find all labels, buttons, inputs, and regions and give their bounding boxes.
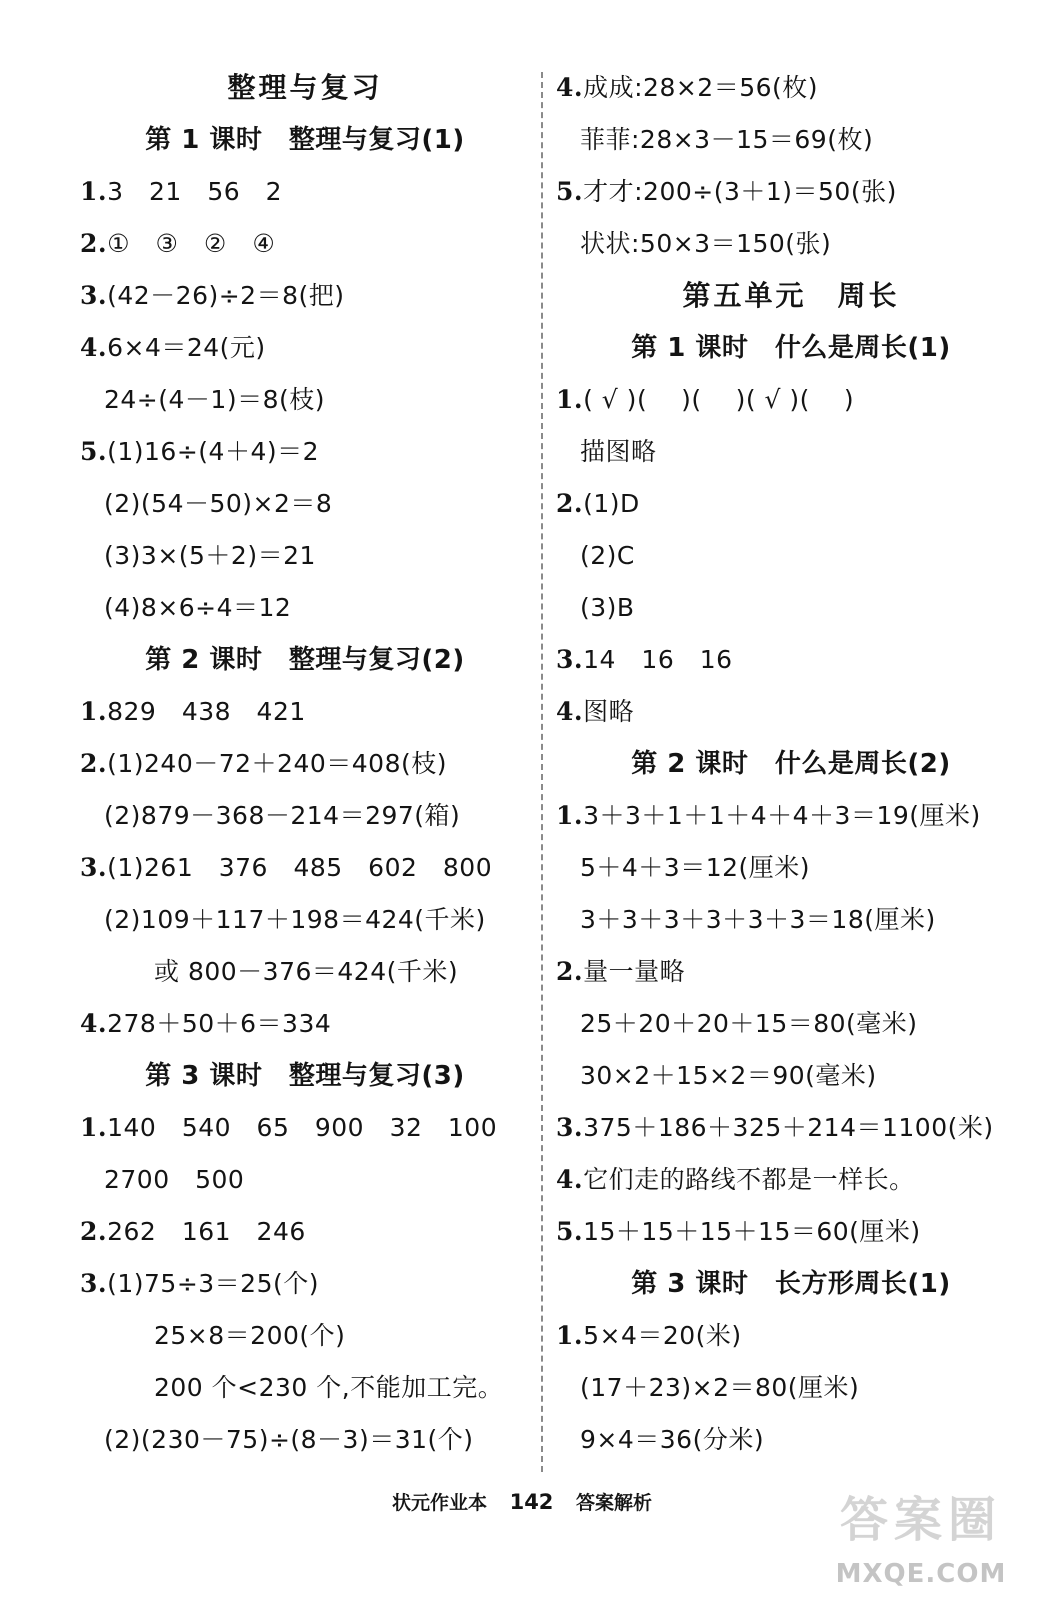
answer-text: 5×4＝20(米) bbox=[583, 1321, 742, 1350]
answer-line bbox=[80, 582, 530, 634]
answer-text: 状状:50×3＝150(张) bbox=[580, 229, 832, 258]
answer-text: 829 438 421 bbox=[107, 697, 306, 726]
question-number: 3. bbox=[556, 1113, 584, 1142]
answer-text: (2)(54－50)×2＝8 bbox=[104, 489, 333, 518]
lesson-heading bbox=[556, 738, 1026, 790]
answer-line bbox=[80, 1102, 530, 1154]
answer-line bbox=[80, 1258, 530, 1310]
lesson-heading bbox=[556, 322, 1026, 374]
answer-line bbox=[556, 1102, 1026, 1154]
answer-text: 140 540 65 900 32 100 bbox=[107, 1113, 498, 1142]
answer-text: 6×4＝24(元) bbox=[107, 333, 266, 362]
answer-text: (2)C bbox=[580, 541, 635, 570]
answer-line bbox=[80, 1310, 530, 1362]
answer-line bbox=[80, 998, 530, 1050]
answer-text: (2)879－368－214＝297(箱) bbox=[104, 801, 461, 830]
question-number: 3. bbox=[80, 1269, 108, 1298]
answer-line bbox=[80, 270, 530, 322]
answer-line bbox=[556, 582, 1026, 634]
answer-line bbox=[80, 218, 530, 270]
answer-line bbox=[556, 478, 1026, 530]
question-number: 4. bbox=[80, 333, 108, 362]
answer-text: (1)D bbox=[583, 489, 640, 518]
lesson-heading bbox=[80, 1050, 530, 1102]
answer-text: 3 21 56 2 bbox=[107, 177, 283, 206]
answer-text: 14 16 16 bbox=[583, 645, 733, 674]
answer-line bbox=[80, 1154, 530, 1206]
answer-line bbox=[556, 790, 1026, 842]
answer-text: 278＋50＋6＝334 bbox=[107, 1009, 332, 1038]
answer-text: 25＋20＋20＋15＝80(毫米) bbox=[580, 1009, 918, 1038]
answer-line bbox=[556, 998, 1026, 1050]
answer-text: 30×2＋15×2＝90(毫米) bbox=[580, 1061, 877, 1090]
answer-line bbox=[80, 426, 530, 478]
heading-text: 第 3 课时 整理与复习(3) bbox=[145, 1061, 465, 1091]
heading-text: 整理与复习 bbox=[227, 71, 383, 104]
heading-text: 第 2 课时 什么是周长(2) bbox=[631, 749, 951, 779]
answer-text: ( √ )( )( )( √ )( ) bbox=[583, 385, 855, 414]
answer-line bbox=[556, 686, 1026, 738]
question-number: 1. bbox=[556, 1321, 584, 1350]
answer-line bbox=[80, 894, 530, 946]
answer-text: (3)3×(5＋2)＝21 bbox=[104, 541, 316, 570]
left-column bbox=[80, 62, 530, 1466]
heading-text: 第 3 课时 长方形周长(1) bbox=[631, 1269, 951, 1299]
answer-line bbox=[80, 322, 530, 374]
question-number: 4. bbox=[80, 1009, 108, 1038]
answer-text: 262 161 246 bbox=[107, 1217, 306, 1246]
answer-text: 24÷(4－1)＝8(枝) bbox=[104, 385, 325, 414]
answer-text: (3)B bbox=[580, 593, 635, 622]
answer-line bbox=[80, 1206, 530, 1258]
answer-text: 菲菲:28×3－15＝69(枚) bbox=[580, 125, 874, 154]
answer-line bbox=[80, 374, 530, 426]
question-number: 2. bbox=[80, 229, 108, 258]
lesson-heading bbox=[80, 114, 530, 166]
question-number: 2. bbox=[556, 957, 584, 986]
answer-text: 成成:28×2＝56(枚) bbox=[583, 73, 819, 102]
unit-heading bbox=[80, 62, 530, 114]
answer-text: 9×4＝36(分米) bbox=[580, 1425, 765, 1454]
question-number: 3. bbox=[80, 853, 108, 882]
answer-text: (2)109＋117＋198＝424(千米) bbox=[104, 905, 486, 934]
answer-line bbox=[556, 1362, 1026, 1414]
answer-line bbox=[556, 894, 1026, 946]
answer-line bbox=[556, 166, 1026, 218]
answer-line bbox=[556, 1154, 1026, 1206]
answer-text: (1)240－72＋240＝408(枝) bbox=[107, 749, 447, 778]
question-number: 2. bbox=[80, 749, 108, 778]
answer-line bbox=[80, 530, 530, 582]
answer-line bbox=[556, 1310, 1026, 1362]
question-number: 5. bbox=[80, 437, 108, 466]
answer-text: ① ③ ② ④ bbox=[107, 229, 276, 258]
answer-text: 5＋4＋3＝12(厘米) bbox=[580, 853, 811, 882]
answer-line bbox=[80, 1414, 530, 1466]
answer-line bbox=[556, 634, 1026, 686]
answer-line bbox=[556, 530, 1026, 582]
answer-line bbox=[80, 946, 530, 998]
answer-line bbox=[556, 1206, 1026, 1258]
answer-text: 3＋3＋1＋1＋4＋4＋3＝19(厘米) bbox=[583, 801, 981, 830]
answer-line bbox=[556, 374, 1026, 426]
question-number: 5. bbox=[556, 177, 584, 206]
answer-line bbox=[556, 946, 1026, 998]
answer-line bbox=[80, 686, 530, 738]
answer-line bbox=[80, 166, 530, 218]
footer-book-title: 状元作业本 bbox=[391, 1492, 487, 1514]
question-number: 4. bbox=[556, 697, 584, 726]
heading-text: 第 1 课时 什么是周长(1) bbox=[631, 333, 951, 363]
answer-text: 它们走的路线不都是一样长。 bbox=[583, 1165, 915, 1194]
answer-line bbox=[556, 114, 1026, 166]
question-number: 5. bbox=[556, 1217, 584, 1246]
answer-text: (4)8×6÷4＝12 bbox=[104, 593, 292, 622]
answer-text: 25×8＝200(个) bbox=[154, 1321, 346, 1350]
heading-text: 第 1 课时 整理与复习(1) bbox=[145, 125, 465, 155]
question-number: 1. bbox=[556, 385, 584, 414]
question-number: 1. bbox=[80, 177, 108, 206]
question-number: 3. bbox=[80, 281, 108, 310]
answer-text: 或 800－376＝424(千米) bbox=[154, 957, 459, 986]
answer-text: (2)(230－75)÷(8－3)＝31(个) bbox=[104, 1425, 474, 1454]
answer-text: (17＋23)×2＝80(厘米) bbox=[580, 1373, 860, 1402]
question-number: 1. bbox=[80, 697, 108, 726]
answer-line bbox=[556, 1414, 1026, 1466]
answer-line bbox=[556, 842, 1026, 894]
answer-line bbox=[80, 842, 530, 894]
answer-text: 3＋3＋3＋3＋3＋3＝18(厘米) bbox=[580, 905, 936, 934]
question-number: 4. bbox=[556, 73, 584, 102]
watermark-logo bbox=[816, 1490, 1026, 1590]
answer-text: 描图略 bbox=[580, 437, 657, 466]
watermark-text: 答案圈 bbox=[839, 1492, 1002, 1548]
answer-text: 375＋186＋325＋214＝1100(米) bbox=[583, 1113, 994, 1142]
lesson-heading bbox=[80, 634, 530, 686]
answer-text: (42－26)÷2＝8(把) bbox=[107, 281, 345, 310]
answer-line bbox=[556, 426, 1026, 478]
answer-text: 200 个<230 个,不能加工完。 bbox=[154, 1373, 504, 1402]
question-number: 1. bbox=[80, 1113, 108, 1142]
unit-heading bbox=[556, 270, 1026, 322]
answer-text: 量一量略 bbox=[583, 957, 686, 986]
answer-text: 2700 500 bbox=[104, 1165, 245, 1194]
answer-line bbox=[556, 218, 1026, 270]
heading-text: 第五单元 周长 bbox=[682, 279, 900, 312]
answer-line bbox=[80, 790, 530, 842]
heading-text: 第 2 课时 整理与复习(2) bbox=[145, 645, 465, 675]
page-number: 142 bbox=[509, 1490, 554, 1514]
watermark-url: MXQE.COM bbox=[835, 1559, 1007, 1589]
question-number: 2. bbox=[80, 1217, 108, 1246]
question-number: 3. bbox=[556, 645, 584, 674]
column-divider bbox=[541, 72, 543, 1472]
answer-line bbox=[556, 1050, 1026, 1102]
answer-text: (1)75÷3＝25(个) bbox=[107, 1269, 320, 1298]
answer-text: 才才:200÷(3＋1)＝50(张) bbox=[583, 177, 897, 206]
answer-text: (1)16÷(4＋4)＝2 bbox=[107, 437, 320, 466]
answer-line bbox=[80, 478, 530, 530]
answer-text: (1)261 376 485 602 800 bbox=[107, 853, 493, 882]
question-number: 1. bbox=[556, 801, 584, 830]
answer-line bbox=[80, 1362, 530, 1414]
lesson-heading bbox=[556, 1258, 1026, 1310]
question-number: 4. bbox=[556, 1165, 584, 1194]
answer-text: 15＋15＋15＋15＝60(厘米) bbox=[583, 1217, 921, 1246]
footer-section-title: 答案解析 bbox=[576, 1492, 653, 1514]
answer-line bbox=[556, 62, 1026, 114]
answer-line bbox=[80, 738, 530, 790]
question-number: 2. bbox=[556, 489, 584, 518]
right-column bbox=[556, 62, 1026, 1466]
answer-text: 图略 bbox=[583, 697, 635, 726]
